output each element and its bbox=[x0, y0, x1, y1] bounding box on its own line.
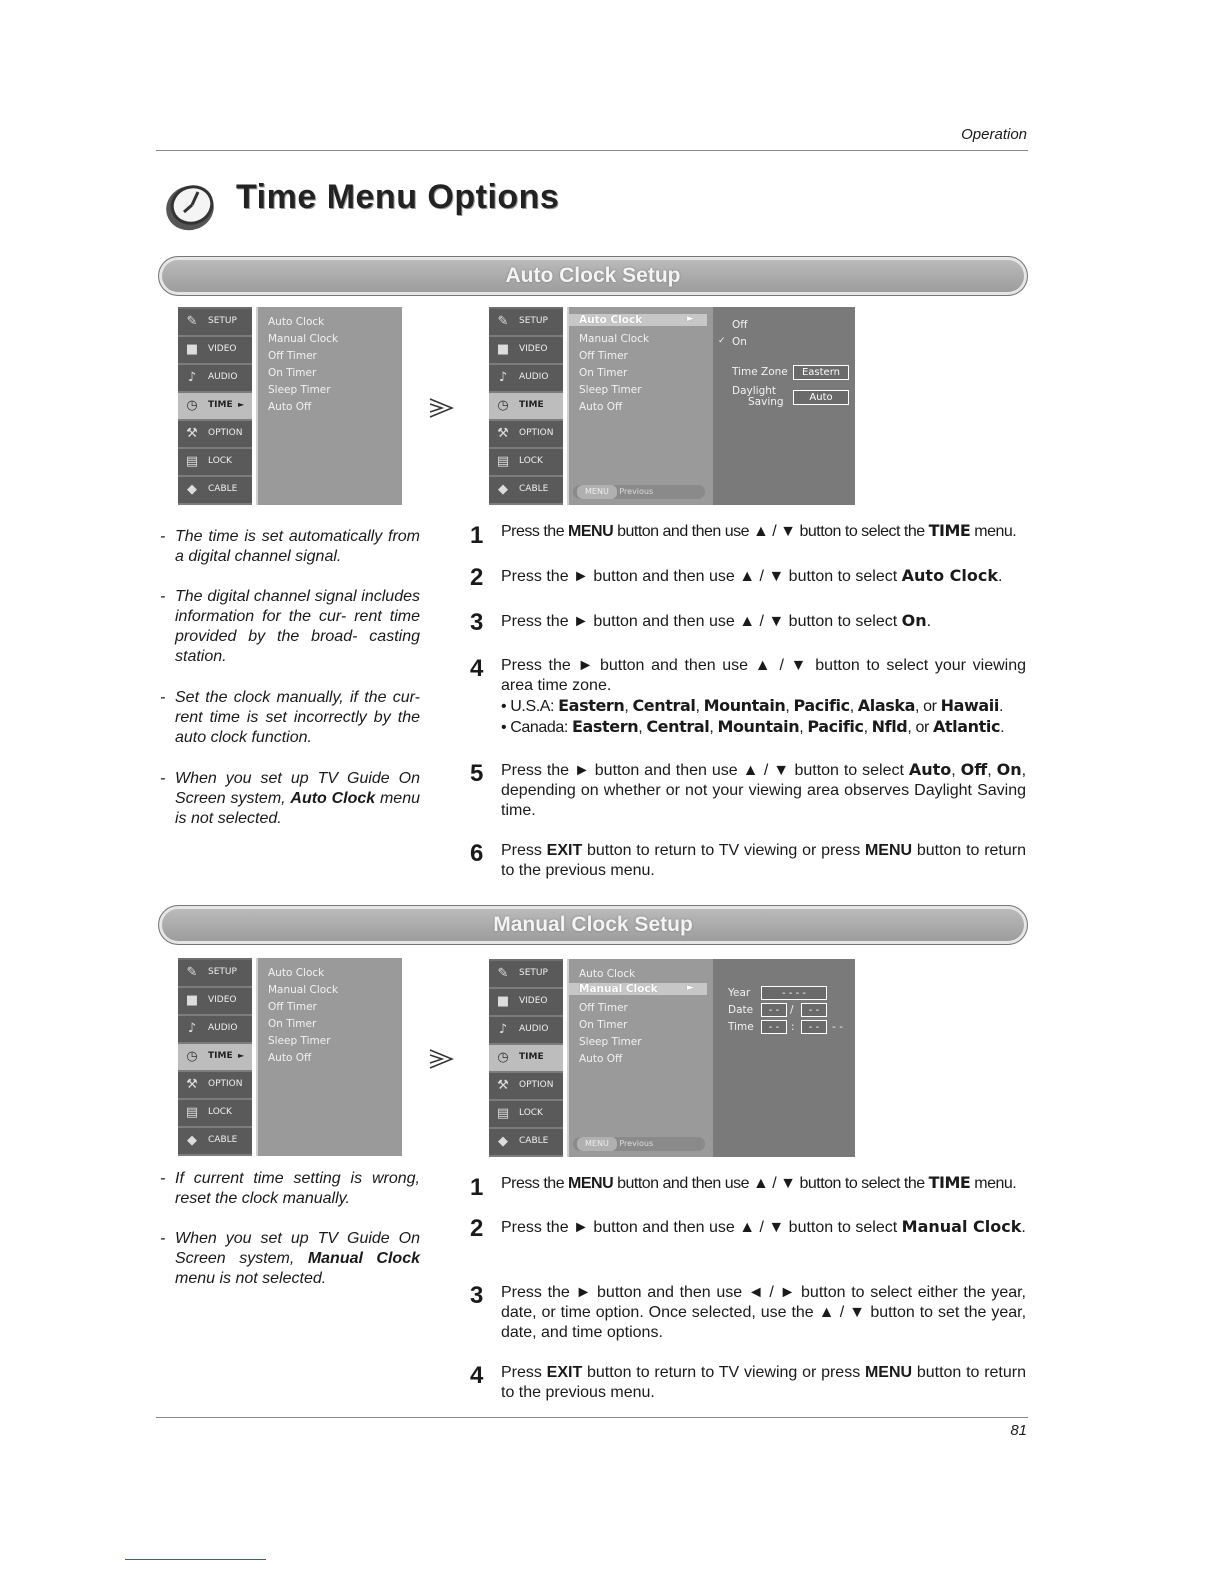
osd-item-on-timer[interactable]: On Timer bbox=[268, 367, 317, 379]
step-number: 5 bbox=[470, 760, 484, 787]
date-label: Date bbox=[728, 1004, 754, 1016]
chevron-right-icon: ► bbox=[687, 314, 694, 324]
time-label: Time bbox=[728, 1021, 754, 1033]
double-chevron-right-icon bbox=[428, 1047, 456, 1071]
chevron-right-icon: ► bbox=[238, 400, 245, 409]
setup-icon: ✎ bbox=[497, 966, 509, 981]
cable-icon: ◆ bbox=[187, 1133, 197, 1148]
note: - If current time setting is wrong, reset the clock manually. bbox=[160, 1170, 420, 1207]
osd-category-setup[interactable]: ✎ SETUP bbox=[489, 309, 563, 337]
osd-category-lock[interactable]: ▤ LOCK bbox=[489, 1101, 563, 1129]
osd-item-off-timer[interactable]: Off Timer bbox=[579, 1002, 628, 1014]
osd-item-off-timer[interactable]: Off Timer bbox=[268, 1001, 317, 1013]
bullet-usa: • U.S.A: Eastern, Central, Mountain, Pacific, Alaska, or Hawaii. bbox=[501, 696, 1003, 715]
saving-label: Saving bbox=[748, 396, 784, 408]
osd-category-lock[interactable]: ▤ LOCK bbox=[178, 449, 252, 477]
osd-item-sleep-timer[interactable]: Sleep Timer bbox=[579, 384, 642, 396]
clock-icon: ◷ bbox=[497, 1050, 509, 1065]
menu-button[interactable]: MENU bbox=[577, 1137, 617, 1151]
osd-category-audio[interactable]: ♪ AUDIO bbox=[489, 1017, 563, 1045]
section-label: Operation bbox=[961, 126, 1027, 143]
step-number: 2 bbox=[470, 1215, 484, 1242]
note: - Set the clock manually, if the cur- rent time is set incorrectly by the auto clock function. bbox=[160, 689, 420, 746]
hour-field[interactable]: - - bbox=[761, 1020, 787, 1034]
step-3: Press the ► button and then use ▲ / ▼ button to select On. bbox=[501, 611, 932, 630]
osd-item-auto-clock[interactable]: Auto Clock bbox=[268, 316, 325, 328]
wrench-icon: ⚒ bbox=[497, 1078, 509, 1093]
footer-link-underline bbox=[125, 1559, 266, 1560]
time-zone-label: Time Zone bbox=[732, 366, 788, 378]
step-2: Press the ► button and then use ▲ / ▼ button to select Auto Clock. bbox=[501, 566, 1003, 585]
osd-category-cable[interactable]: ◆ CABLE bbox=[489, 1129, 563, 1157]
chevron-right-icon: ► bbox=[687, 983, 694, 993]
video-icon: ■ bbox=[496, 994, 510, 1009]
osd-item-on-timer[interactable]: On Timer bbox=[579, 1019, 628, 1031]
osd-item-auto-clock[interactable]: Auto Clock bbox=[268, 967, 325, 979]
manual-clock-banner-text: Manual Clock Setup bbox=[493, 913, 693, 936]
step-number: 1 bbox=[470, 1174, 484, 1201]
manual-clock-banner bbox=[158, 905, 1028, 945]
osd-category-audio[interactable]: ♪ AUDIO bbox=[178, 365, 252, 393]
osd-menu-manual-clock bbox=[489, 959, 855, 1157]
osd-category-lock[interactable]: ▤ LOCK bbox=[178, 1100, 252, 1128]
osd-menu-time-1 bbox=[178, 307, 400, 505]
osd-item-manual-clock[interactable]: Manual Clock bbox=[268, 984, 339, 996]
osd-item-manual-clock[interactable]: Manual Clock bbox=[268, 333, 339, 345]
osd-category-video[interactable]: ■ VIDEO bbox=[178, 337, 252, 365]
osd-item-auto-clock[interactable]: Auto Clock bbox=[579, 968, 636, 980]
osd-category-sidebar bbox=[489, 307, 563, 505]
note: - The time is set automatically from a digital channel signal. bbox=[160, 528, 420, 565]
video-icon: ■ bbox=[185, 342, 199, 357]
note: - When you set up TV Guide On Screen system, Manual Clock menu is not selected. bbox=[160, 1230, 420, 1287]
wrench-icon: ⚒ bbox=[186, 426, 198, 441]
ampm-field[interactable]: - - bbox=[832, 1021, 843, 1033]
osd-auto-clock-panel bbox=[713, 307, 855, 505]
osd-menu-time-2 bbox=[178, 958, 400, 1156]
audio-icon: ♪ bbox=[498, 1022, 508, 1037]
osd-category-video[interactable]: ■ VIDEO bbox=[178, 988, 252, 1016]
osd-category-option[interactable]: ⚒ OPTION bbox=[178, 421, 252, 449]
osd-item-sleep-timer[interactable]: Sleep Timer bbox=[268, 384, 331, 396]
step-5: Press the ► button and then use ▲ / ▼ button to select Auto, Off, On, depending on whether or not your viewing area observes Daylight Saving time. bbox=[501, 760, 1027, 819]
osd-footer bbox=[573, 1137, 705, 1151]
osd-category-sidebar bbox=[489, 959, 563, 1157]
cable-icon: ◆ bbox=[187, 482, 197, 497]
lock-icon: ▤ bbox=[496, 1106, 510, 1121]
osd-item-manual-clock[interactable]: Manual Clock bbox=[579, 333, 650, 345]
osd-time-list bbox=[567, 307, 713, 505]
option-off[interactable]: Off bbox=[732, 319, 748, 331]
lock-icon: ▤ bbox=[185, 1105, 199, 1120]
osd-menu-auto-clock bbox=[489, 307, 855, 505]
osd-category-setup[interactable]: ✎ SETUP bbox=[178, 960, 252, 988]
year-label: Year bbox=[728, 987, 751, 999]
cable-icon: ◆ bbox=[498, 482, 508, 497]
osd-item-auto-off[interactable]: Auto Off bbox=[268, 1052, 312, 1064]
step-number: 4 bbox=[470, 1362, 484, 1389]
osd-category-option[interactable]: ⚒ OPTION bbox=[178, 1072, 252, 1100]
osd-category-audio[interactable]: ♪ AUDIO bbox=[489, 365, 563, 393]
osd-item-on-timer[interactable]: On Timer bbox=[579, 367, 628, 379]
osd-item-sleep-timer[interactable]: Sleep Timer bbox=[268, 1035, 331, 1047]
osd-time-list bbox=[567, 959, 713, 1157]
osd-category-video[interactable]: ■ VIDEO bbox=[489, 337, 563, 365]
osd-category-time[interactable]: ◷ TIME ► bbox=[178, 393, 252, 421]
osd-item-auto-clock-selected[interactable]: Auto Clock ► bbox=[569, 314, 707, 326]
step-number: 1 bbox=[470, 522, 484, 549]
lock-icon: ▤ bbox=[496, 454, 510, 469]
setup-icon: ✎ bbox=[186, 965, 198, 980]
osd-category-time[interactable]: ◷ TIME bbox=[489, 393, 563, 421]
osd-time-list bbox=[256, 958, 402, 1156]
osd-item-off-timer[interactable]: Off Timer bbox=[579, 350, 628, 362]
double-chevron-right-icon bbox=[428, 396, 456, 420]
step-number: 3 bbox=[470, 609, 484, 636]
osd-category-cable[interactable]: ◆ CABLE bbox=[178, 1128, 252, 1156]
osd-category-audio[interactable]: ♪ AUDIO bbox=[178, 1016, 252, 1044]
time-zone-value[interactable]: Eastern bbox=[793, 365, 849, 380]
step-1: Press the MENU button and then use ▲ / ▼ button to select the TIME menu. bbox=[501, 1173, 1017, 1192]
date-separator: / bbox=[790, 1004, 794, 1016]
setup-icon: ✎ bbox=[497, 314, 509, 329]
wrench-icon: ⚒ bbox=[497, 426, 509, 441]
time-separator: : bbox=[791, 1021, 795, 1033]
note: - The digital channel signal includes information for the cur- rent time provided by the broad- casting station. bbox=[160, 588, 420, 665]
audio-icon: ♪ bbox=[498, 370, 508, 385]
clock-icon: ◷ bbox=[186, 398, 198, 413]
osd-category-setup[interactable]: ✎ SETUP bbox=[489, 961, 563, 989]
audio-icon: ♪ bbox=[187, 1021, 197, 1036]
step-1: Press the MENU button and then use ▲ / ▼ button to select the TIME menu. bbox=[501, 521, 1017, 540]
header-rule bbox=[156, 150, 1028, 151]
osd-item-auto-off[interactable]: Auto Off bbox=[268, 401, 312, 413]
video-icon: ■ bbox=[496, 342, 510, 357]
osd-category-sidebar bbox=[178, 958, 252, 1156]
osd-category-cable[interactable]: ◆ CABLE bbox=[489, 477, 563, 505]
osd-category-cable[interactable]: ◆ CABLE bbox=[178, 477, 252, 505]
step-2: Press the ► button and then use ▲ / ▼ button to select Manual Clock. bbox=[501, 1217, 1026, 1236]
menu-button[interactable]: MENU bbox=[577, 485, 617, 499]
auto-clock-banner-text: Auto Clock Setup bbox=[505, 264, 681, 287]
video-icon: ■ bbox=[185, 993, 199, 1008]
clock-icon bbox=[162, 178, 220, 234]
osd-category-option[interactable]: ⚒ OPTION bbox=[489, 1073, 563, 1101]
osd-category-sidebar bbox=[178, 307, 252, 505]
osd-footer-label: Previous bbox=[619, 487, 654, 496]
osd-category-setup[interactable]: ✎ SETUP bbox=[178, 309, 252, 337]
osd-item-off-timer[interactable]: Off Timer bbox=[268, 350, 317, 362]
osd-item-on-timer[interactable]: On Timer bbox=[268, 1018, 317, 1030]
osd-category-lock[interactable]: ▤ LOCK bbox=[489, 449, 563, 477]
bullet-canada: • Canada: Eastern, Central, Mountain, Pacific, Nfld, or Atlantic. bbox=[501, 717, 1005, 736]
clock-icon: ◷ bbox=[186, 1049, 198, 1064]
osd-footer-label: Previous bbox=[619, 1139, 654, 1148]
month-field[interactable]: - - bbox=[761, 1003, 787, 1017]
osd-item-auto-off[interactable]: Auto Off bbox=[579, 401, 623, 413]
note: - When you set up TV Guide On Screen system, Auto Clock menu is not selected. bbox=[160, 770, 420, 827]
page-title: Time Menu Options bbox=[236, 178, 560, 216]
osd-item-manual-clock-selected[interactable]: Manual Clock ► bbox=[569, 983, 707, 995]
chevron-right-icon: ► bbox=[238, 1051, 245, 1060]
osd-category-video[interactable]: ■ VIDEO bbox=[489, 989, 563, 1017]
page-number: 81 bbox=[1010, 1422, 1027, 1439]
step-number: 2 bbox=[470, 564, 484, 591]
clock-icon: ◷ bbox=[497, 398, 509, 413]
footer-rule bbox=[156, 1417, 1028, 1418]
step-3: Press the ► button and then use ◄ / ► button to select either the year, date, or time option. Once selected, use the ▲ / ▼ button to set the year, date, and time options. bbox=[501, 1284, 1027, 1341]
year-field[interactable]: - - - - bbox=[761, 986, 827, 1000]
osd-time-list bbox=[256, 307, 402, 505]
daylight-label: Daylight bbox=[732, 385, 777, 397]
step-4: Press EXIT button to return to TV viewing or press MENU button to return to the previous menu. bbox=[501, 1364, 1027, 1401]
step-number: 4 bbox=[470, 655, 484, 682]
step-number: 6 bbox=[470, 840, 484, 867]
step-number: 3 bbox=[470, 1282, 484, 1309]
auto-clock-banner bbox=[158, 256, 1028, 296]
lock-icon: ▤ bbox=[185, 454, 199, 469]
minute-field[interactable]: - - bbox=[801, 1020, 827, 1034]
wrench-icon: ⚒ bbox=[186, 1077, 198, 1092]
osd-manual-clock-panel bbox=[713, 959, 855, 1157]
setup-icon: ✎ bbox=[186, 314, 198, 329]
step-6: Press EXIT button to return to TV viewing or press MENU button to return to the previous menu. bbox=[501, 842, 1027, 879]
step-4: Press the ► button and then use ▲ / ▼ button to select your viewing area time zone. • U.S.A: Eastern, Central, Mountain, Pacific, Alaska, or Hawaii. • Canada: Eastern, Central, Mountain, Pacific, Nfld, or Atlantic. bbox=[501, 657, 1027, 736]
osd-category-option[interactable]: ⚒ OPTION bbox=[489, 421, 563, 449]
osd-item-auto-off[interactable]: Auto Off bbox=[579, 1053, 623, 1065]
check-icon: ✓ bbox=[718, 336, 726, 346]
osd-category-time[interactable]: ◷ TIME bbox=[489, 1045, 563, 1073]
osd-item-sleep-timer[interactable]: Sleep Timer bbox=[579, 1036, 642, 1048]
osd-footer bbox=[573, 485, 705, 499]
audio-icon: ♪ bbox=[187, 370, 197, 385]
cable-icon: ◆ bbox=[498, 1134, 508, 1149]
osd-category-time[interactable]: ◷ TIME ► bbox=[178, 1044, 252, 1072]
daylight-saving-value[interactable]: Auto bbox=[793, 390, 849, 405]
day-field[interactable]: - - bbox=[801, 1003, 827, 1017]
option-on[interactable]: On bbox=[732, 336, 747, 348]
